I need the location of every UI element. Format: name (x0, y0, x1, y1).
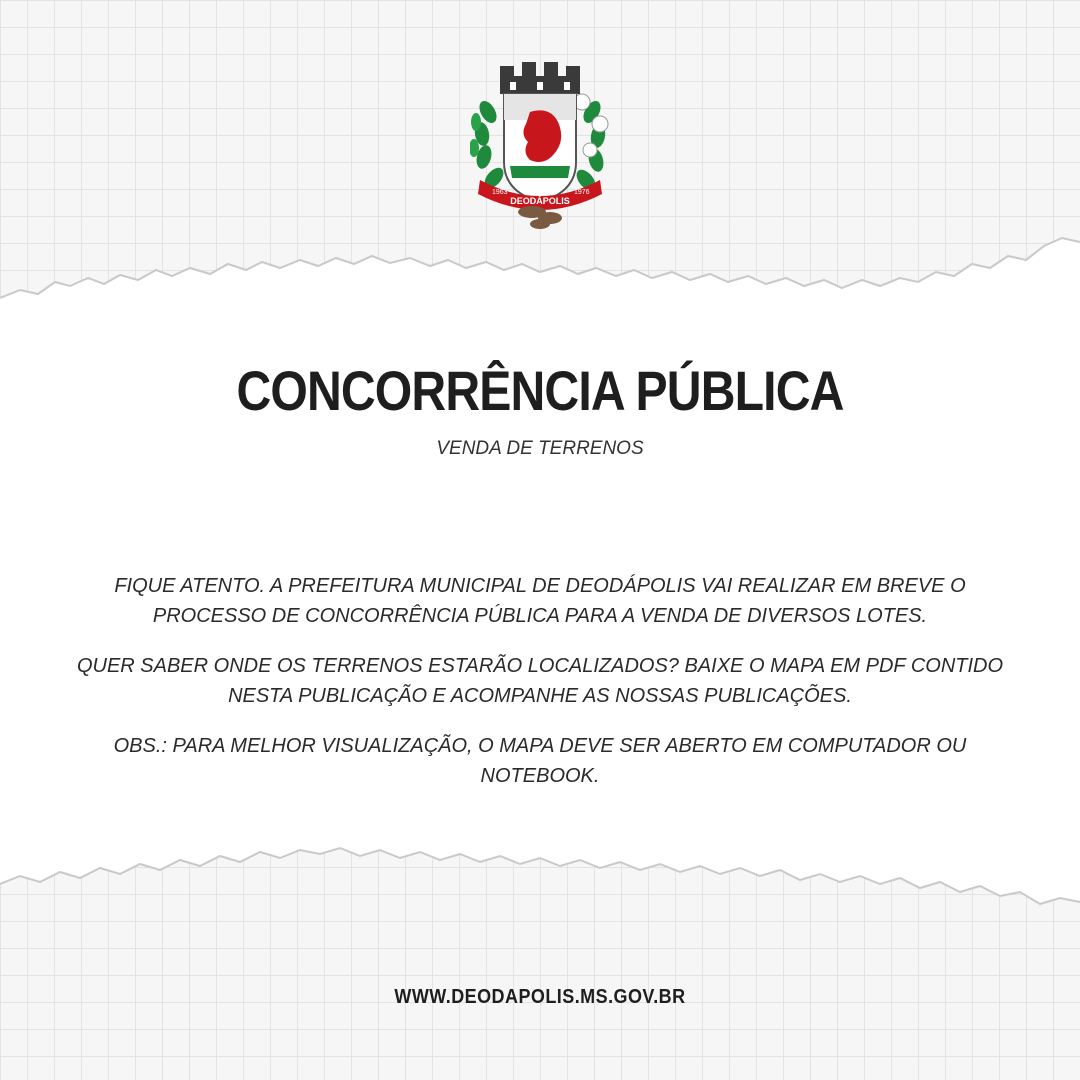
page-title: CONCORRÊNCIA PÚBLICA (236, 359, 844, 422)
crown-icon (500, 62, 580, 94)
svg-text:DEODÁPOLIS: DEODÁPOLIS (510, 196, 570, 206)
torn-paper-edge-top (0, 220, 1080, 320)
shield-icon (504, 94, 576, 202)
cotton-branch-icon (573, 94, 608, 194)
laurel-branch-icon (470, 98, 507, 192)
page-subtitle: VENDA DE TERRENOS (436, 438, 644, 459)
rock-base-icon (518, 206, 562, 229)
torn-paper-edge-bottom (0, 840, 1080, 930)
municipal-coat-of-arms (470, 62, 610, 232)
svg-text:1963: 1963 (492, 189, 508, 196)
announcement-paragraph-2: QUER SABER ONDE OS TERRENOS ESTARÃO LOCALIZADOS? BAIXE O MAPA EM PDF CONTIDO NESTA PUBLICAÇÃO E ACOMPANHE AS NOSSAS PUBLICAÇÕES. (76, 655, 1004, 707)
svg-text:1976: 1976 (574, 189, 590, 196)
website-url: WWW.DEODAPOLIS.MS.GOV.BR (394, 986, 686, 1008)
announcement-paragraph-1: FIQUE ATENTO. A PREFEITURA MUNICIPAL DE DEODÁPOLIS VAI REALIZAR EM BREVE O PROCESSO DE CONCORRÊNCIA PÚBLICA PARA A VENDA DE DIVERSOS LOTES. (114, 575, 966, 627)
announcement-paragraph-3: OBS.: PARA MELHOR VISUALIZAÇÃO, O MAPA DEVE SER ABERTO EM COMPUTADOR OU NOTEBOOK. (113, 735, 967, 787)
